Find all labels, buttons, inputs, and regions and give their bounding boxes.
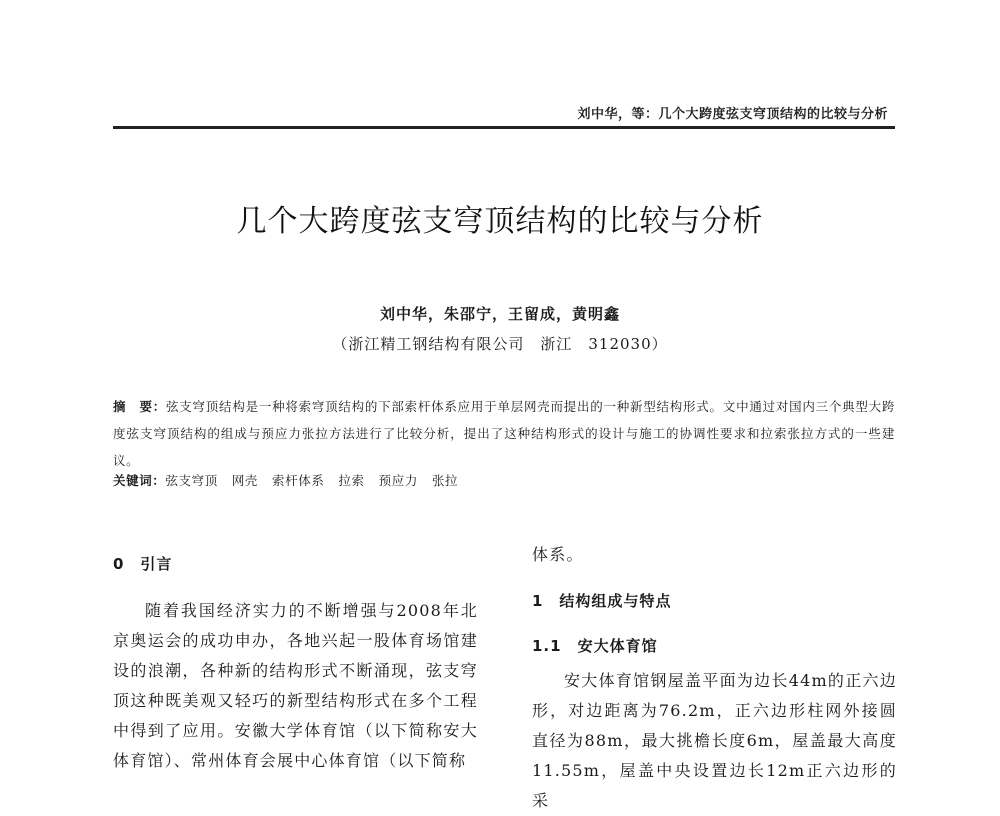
- keyword-item: 索杆体系: [272, 473, 325, 488]
- subsection-heading-anda: 1.1 安大体育馆: [532, 637, 658, 655]
- keyword-item: 拉索: [338, 473, 365, 488]
- keyword-item: 弦支穹顶: [165, 473, 218, 488]
- abstract: [113, 393, 895, 474]
- right-column: [532, 540, 897, 816]
- keywords-label: 关键词：: [113, 473, 166, 488]
- paper-title: 几个大跨度弦支穹顶结构的比较与分析: [236, 204, 764, 239]
- section-heading-structure: 1 结构组成与特点: [532, 592, 672, 610]
- left-column: [113, 553, 478, 776]
- author-list: 刘中华，朱邵宁，王留成，黄明鑫: [379, 305, 620, 323]
- keyword-item: 网壳: [231, 473, 259, 488]
- keywords: [113, 471, 895, 489]
- section-heading-introduction: 0 引言: [113, 555, 173, 573]
- keyword-item: 预应力: [378, 473, 418, 488]
- introduction-paragraph: 随着我国经济实力的不断增强与2008年北京奥运会的成功申办，各地兴起一股体育场馆建设的浪潮，各种新的结构形式不断涌现，弦支穹顶这种既美观又轻巧的新型结构形式在多个工程中得到了应用。安徽大学体育馆（以下简称安大体育馆）、常州体育会展中心体育馆（以下简称: [113, 601, 478, 770]
- affiliation: （浙江精工钢结构有限公司 浙江 312030）: [332, 335, 668, 353]
- abstract-label: 摘 要：: [113, 399, 167, 414]
- abstract-text: 弦支穹顶结构是一种将索穹顶结构的下部索杆体系应用于单层网壳而提出的一种新型结构形式。文中通过对国内三个典型大跨度弦支穹顶结构的组成与预应力张拉方法进行了比较分析，提出了这种结构形式的设计与施工的协调性要求和拉索张拉方式的一些建议。: [113, 399, 895, 468]
- anda-paragraph: 安大体育馆钢屋盖平面为边长44m的正六边形，对边距离为76.2m，正六边形柱网外接圆直径为88m，最大挑檐长度6m，屋盖最大高度11.55m，屋盖中央设置边长12m正六边形的采: [532, 671, 897, 810]
- continuation-text: 体系。: [532, 545, 584, 564]
- running-header: 刘中华，等：几个大跨度弦支穹顶结构的比较与分析: [577, 107, 888, 122]
- header-rule: [113, 126, 895, 129]
- keyword-item: 张拉: [431, 473, 459, 488]
